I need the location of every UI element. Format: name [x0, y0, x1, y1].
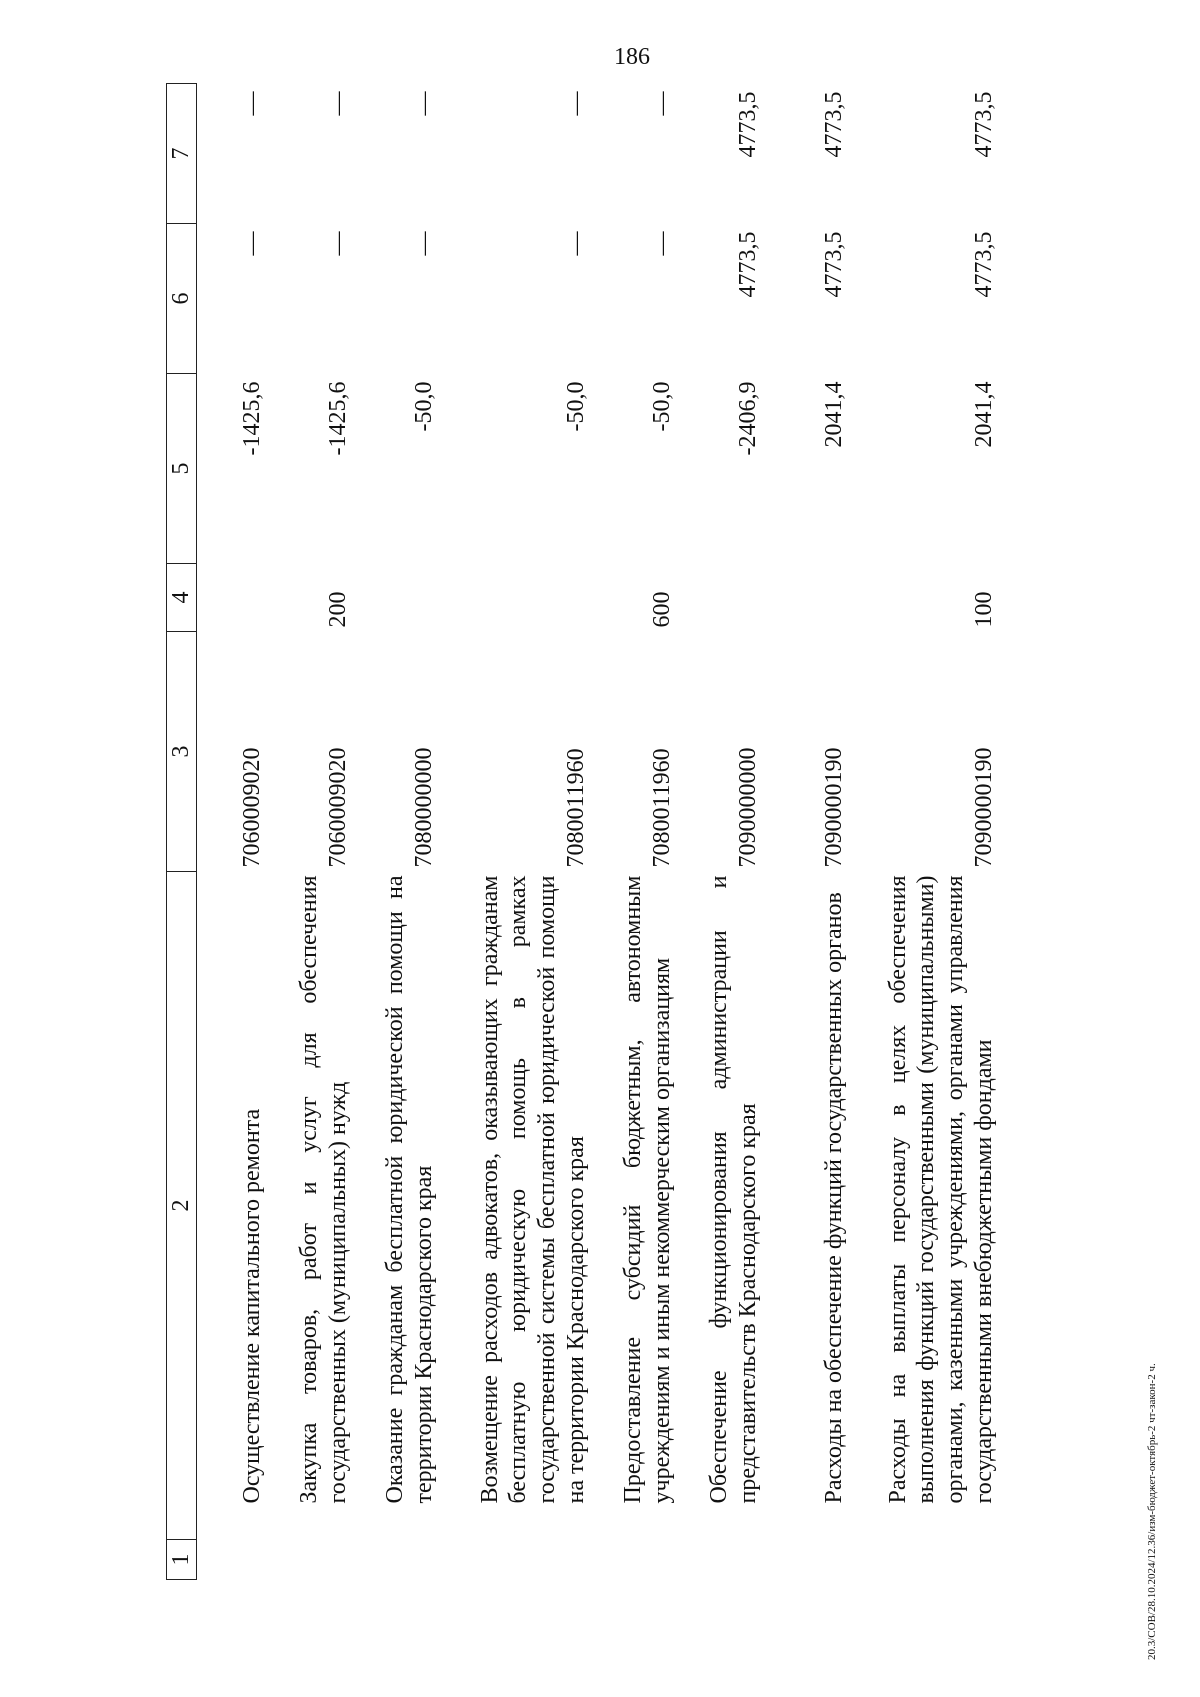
row-amount-6: —: [563, 231, 589, 256]
row-number: [677, 1540, 763, 1580]
header-col-6: 6: [167, 224, 197, 374]
row-amount-5: -50,0: [563, 381, 589, 432]
row-number: [763, 1540, 849, 1580]
row-expense-type: [439, 564, 591, 632]
row-expense-type: 600: [649, 591, 675, 628]
row-expense-type: [677, 564, 763, 632]
row-name: Расходы на обеспечение функций государственных органов: [821, 892, 847, 1504]
table-row: [763, 84, 849, 1580]
table-row: [353, 84, 439, 1580]
header-col-5: 5: [167, 374, 197, 564]
row-amount-5: 2041,4: [821, 381, 847, 448]
table-row: [439, 84, 591, 1580]
row-amount-7: 4773,5: [735, 91, 761, 158]
row-amount-7: 4773,5: [971, 91, 997, 158]
row-amount-7: 4773,5: [821, 91, 847, 158]
row-expense-type: [196, 564, 267, 632]
budget-table-rotated: [166, 84, 1066, 1580]
row-number: [591, 1540, 677, 1580]
row-amount-5: 2041,4: [971, 381, 997, 448]
row-amount-6: —: [411, 231, 437, 256]
row-amount-7: —: [239, 91, 265, 116]
row-amount-5: -50,0: [411, 381, 437, 432]
row-name: Предоставление субсидий бюджетным, автономным учреждениям и иным некоммерческим организациям: [620, 875, 675, 1504]
row-name: Расходы на выплаты персоналу в целях обеспечения выполнения функций государственными (муниципальными) органами, казенными учреждениями, органами управления государственными внебюджетными фондами: [884, 875, 997, 1504]
header-col-4: 4: [167, 564, 197, 632]
row-expense-type: 100: [971, 591, 997, 628]
row-number: [849, 1540, 999, 1580]
header-col-3: 3: [167, 632, 197, 872]
table-row: [849, 84, 999, 1580]
row-number: [267, 1540, 353, 1580]
row-target-code: 7060009020: [325, 747, 351, 868]
page-number: 186: [614, 44, 650, 70]
table-row: [267, 84, 353, 1580]
table-row: [677, 84, 763, 1580]
row-amount-7: —: [563, 91, 589, 116]
row-amount-6: 4773,5: [971, 231, 997, 298]
header-col-7: 7: [167, 84, 197, 224]
row-name: Осуществление капитального ремонта: [239, 1108, 265, 1504]
table-row: [591, 84, 677, 1580]
row-target-code: 7080011960: [649, 748, 675, 868]
row-target-code: 7090000190: [821, 747, 847, 868]
row-name: Закупка товаров, работ и услуг для обеспечения государственных (муниципальных) нужд: [296, 875, 351, 1504]
header-col-2: 2: [167, 872, 197, 1540]
table-row: [196, 84, 267, 1580]
row-target-code: 7080000000: [411, 747, 437, 868]
row-target-code: 7090000000: [735, 747, 761, 868]
row-target-code: 7060009020: [239, 747, 265, 868]
row-name: Обеспечение функционирования администрации и представительств Краснодарского края: [706, 875, 761, 1504]
row-amount-6: 4773,5: [735, 231, 761, 298]
row-name: Оказание гражданам бесплатной юридической помощи на территории Краснодарского края: [382, 875, 437, 1504]
document-code: 20.3/СОВ/28.10.2024/12.36/изм-бюджет-октябрь-2 чт-закон-2 ч.: [1146, 1363, 1158, 1660]
row-target-code: 7080011960: [563, 748, 589, 868]
row-amount-7: —: [649, 91, 675, 116]
row-amount-5: -1425,6: [325, 381, 351, 456]
budget-table: [166, 83, 999, 1580]
header-col-1: 1: [167, 1540, 197, 1580]
table-header-row: [167, 84, 197, 1580]
row-target-code: 7090000190: [971, 747, 997, 868]
row-amount-6: 4773,5: [821, 231, 847, 298]
row-amount-6: —: [239, 231, 265, 256]
row-amount-5: -1425,6: [239, 381, 265, 456]
row-number: [439, 1540, 591, 1580]
row-expense-type: [763, 564, 849, 632]
row-amount-7: —: [411, 91, 437, 116]
row-amount-7: —: [325, 91, 351, 116]
row-number: [196, 1540, 267, 1580]
row-name: Возмещение расходов адвокатов, оказывающих гражданам бесплатную юридическую помощь в рамках государственной системы бесплатной юридической помощи на территории Краснодарского края: [476, 875, 589, 1504]
row-amount-6: —: [649, 231, 675, 256]
row-amount-5: -50,0: [649, 381, 675, 432]
row-amount-5: -2406,9: [735, 381, 761, 456]
row-expense-type: 200: [325, 591, 351, 628]
row-expense-type: [353, 564, 439, 632]
row-number: [353, 1540, 439, 1580]
row-amount-6: —: [325, 231, 351, 256]
